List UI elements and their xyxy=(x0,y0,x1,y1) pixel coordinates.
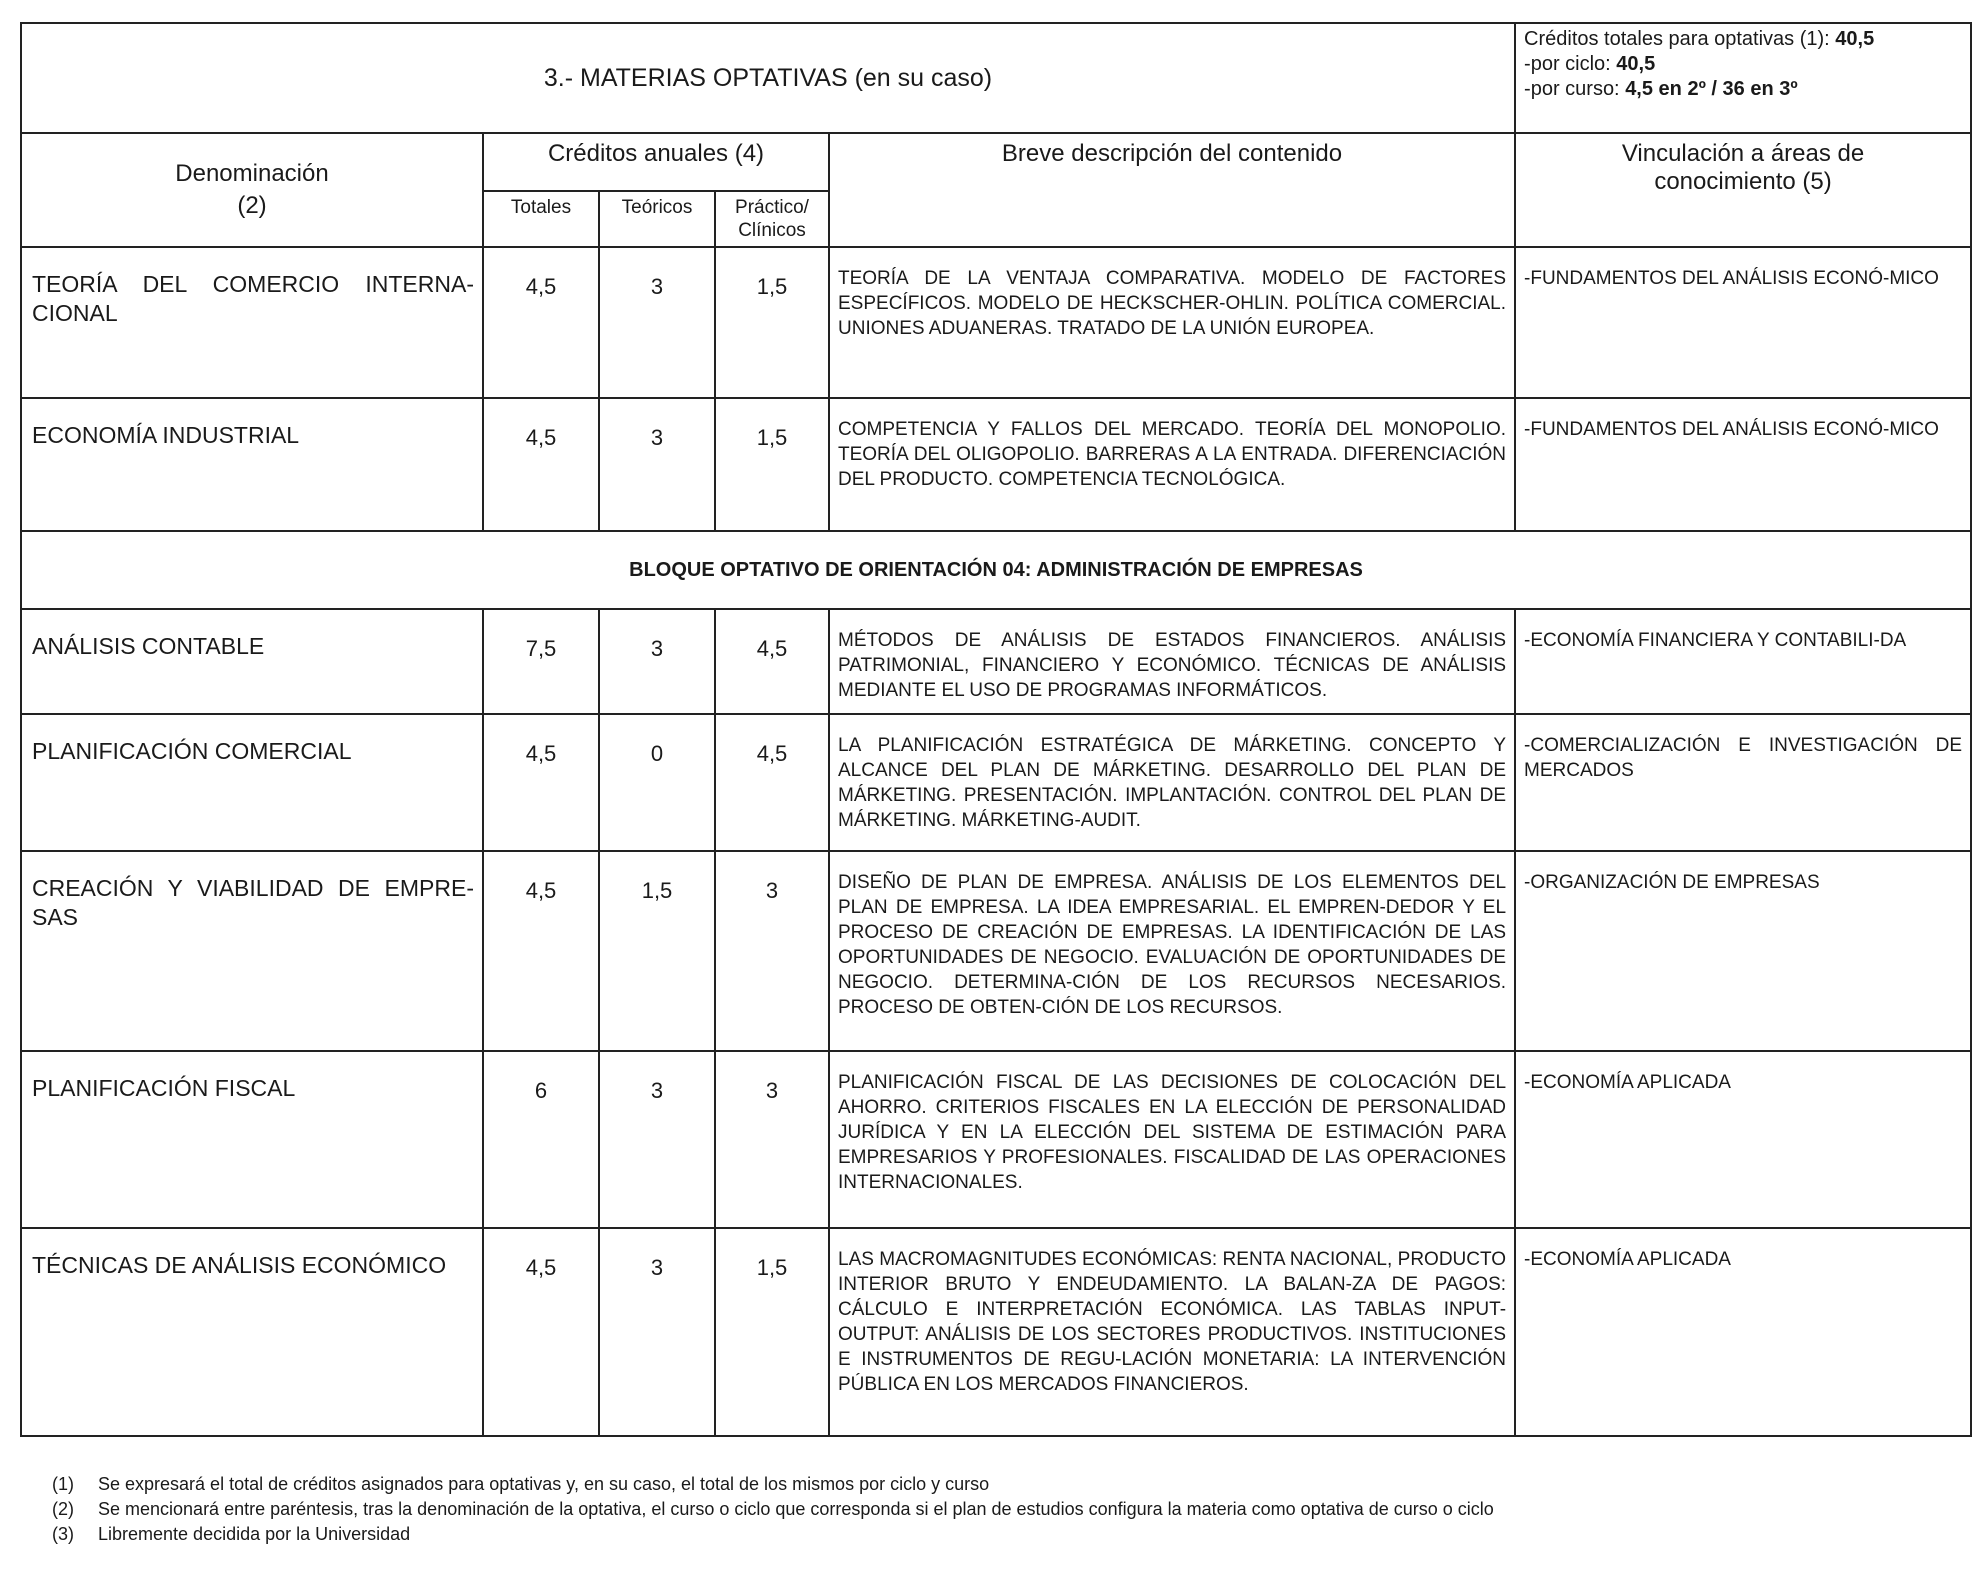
footnotes xyxy=(52,1472,1494,1547)
footnote-text: Se expresará el total de créditos asignados para optativas y, en su caso, el total de los mismos por ciclo y curso xyxy=(98,1474,990,1494)
vinculacion-label-1: Vinculación a áreas de xyxy=(1621,140,1865,167)
creditos-teoricos: 0 xyxy=(599,714,715,851)
knowledge-area: -ECONOMÍA FINANCIERA Y CONTABILI-DA xyxy=(1515,609,1971,714)
totales-header: Totales xyxy=(483,191,599,247)
per-curso-value: 4,5 en 2º / 36 en 3º xyxy=(1625,78,1798,100)
creditos-teoricos: 3 xyxy=(599,609,715,714)
credits-totals xyxy=(1515,23,1971,133)
per-ciclo-value: 40,5 xyxy=(1616,53,1656,75)
knowledge-area: -ORGANIZACIÓN DE EMPRESAS xyxy=(1515,851,1971,1051)
asignatura-name: ANÁLISIS CONTABLE xyxy=(21,609,483,714)
knowledge-area: -COMERCIALIZACIÓN E INVESTIGACIÓN DE MERCADOS xyxy=(1515,714,1971,851)
bloque-row xyxy=(21,531,1971,609)
content-description: PLANIFICACIÓN FISCAL DE LAS DECISIONES DE COLOCACIÓN DEL AHORRO. CRITERIOS FISCALES EN LA ELECCIÓN DE PERSONALIDAD JURÍDICA Y EN LA ELECCIÓN DEL SISTEMA DE ESTIMACIÓN PARA EMPRESARIOS Y PROFESIONALES. FISCALIDAD DE LAS OPERACIONES INTERNACIONALES. xyxy=(829,1051,1515,1228)
asignatura-name: TÉCNICAS DE ANÁLISIS ECONÓMICO xyxy=(21,1228,483,1436)
title-row xyxy=(21,23,1971,133)
creditos-practicos: 1,5 xyxy=(715,398,829,531)
practicos-label-1: Práctico/ xyxy=(735,197,809,218)
table-row xyxy=(21,1228,1971,1436)
rows-before-bloque xyxy=(21,247,1971,531)
rows-after-bloque xyxy=(21,609,1971,1436)
totals-label: Créditos totales para optativas (1): xyxy=(1524,28,1836,50)
teoricos-header: Teóricos xyxy=(599,191,715,247)
creditos-teoricos: 3 xyxy=(599,398,715,531)
creditos-practicos: 3 xyxy=(715,1051,829,1228)
creditos-practicos: 4,5 xyxy=(715,609,829,714)
footnote xyxy=(52,1497,1494,1522)
footnote xyxy=(52,1472,1494,1497)
totals-value: 40,5 xyxy=(1835,28,1875,50)
asignatura-name: ECONOMÍA INDUSTRIAL xyxy=(21,398,483,531)
content-description: COMPETENCIA Y FALLOS DEL MERCADO. TEORÍA DEL MONOPOLIO. TEORÍA DEL OLIGOPOLIO. BARRERAS A LA ENTRADA. DIFERENCIACIÓN DEL PRODUCTO. COMPETENCIA TECNOLÓGICA. xyxy=(829,398,1515,531)
asignatura-name: PLANIFICACIÓN COMERCIAL xyxy=(21,714,483,851)
footnote-number: (3) xyxy=(52,1524,74,1544)
knowledge-area: -FUNDAMENTOS DEL ANÁLISIS ECONÓ-MICO xyxy=(1515,398,1971,531)
table-row xyxy=(21,398,1971,531)
footnote-number: (1) xyxy=(52,1474,74,1494)
creditos-header: Créditos anuales (4) xyxy=(483,133,829,191)
creditos-teoricos: 1,5 xyxy=(599,851,715,1051)
footnote xyxy=(52,1522,1494,1547)
creditos-practicos: 4,5 xyxy=(715,714,829,851)
vinculacion-label-2: conocimiento (5) xyxy=(1654,168,1832,195)
content-description: MÉTODOS DE ANÁLISIS DE ESTADOS FINANCIEROS. ANÁLISIS PATRIMONIAL, FINANCIERO Y ECONÓMICO. TÉCNICAS DE ANÁLISIS MEDIANTE EL USO DE PROGRAMAS INFORMÁTICOS. xyxy=(829,609,1515,714)
creditos-teoricos: 3 xyxy=(599,1228,715,1436)
descripcion-header: Breve descripción del contenido xyxy=(829,133,1515,247)
vinculacion-header xyxy=(1515,133,1971,247)
totals-line-1 xyxy=(1524,27,1962,52)
footnote-number: (2) xyxy=(52,1499,74,1519)
column-header-row xyxy=(21,133,1971,191)
footnote-text: Libremente decidida por la Universidad xyxy=(98,1524,411,1544)
denominacion-note: (2) xyxy=(237,192,267,219)
table-row xyxy=(21,1051,1971,1228)
creditos-practicos: 3 xyxy=(715,851,829,1051)
table-row xyxy=(21,851,1971,1051)
section-title: 3.- MATERIAS OPTATIVAS (en su caso) xyxy=(21,23,1515,133)
totals-line-3 xyxy=(1524,77,1962,102)
knowledge-area: -ECONOMÍA APLICADA xyxy=(1515,1051,1971,1228)
per-ciclo-label: -por ciclo: xyxy=(1524,53,1617,75)
content-description: LAS MACROMAGNITUDES ECONÓMICAS: RENTA NACIONAL, PRODUCTO INTERIOR BRUTO Y ENDEUDAMIENTO. LA BALAN-ZA DE PAGOS: CÁLCULO E INTERPRETACIÓN ECONÓMICA. LAS TABLAS INPUT-OUTPUT: ANÁLISIS DE LOS SECTORES PRODUCTIVOS. INSTITUCIONES E INSTRUMENTOS DE REGU-LACIÓN MONETARIA: LA INTERVENCIÓN PÚBLICA EN LOS MERCADOS FINANCIEROS. xyxy=(829,1228,1515,1436)
creditos-totales: 4,5 xyxy=(483,247,599,398)
bloque-heading: BLOQUE OPTATIVO DE ORIENTACIÓN 04: ADMINISTRACIÓN DE EMPRESAS xyxy=(21,531,1971,609)
creditos-totales: 4,5 xyxy=(483,714,599,851)
totals-line-2 xyxy=(1524,52,1962,77)
creditos-teoricos: 3 xyxy=(599,247,715,398)
table-row xyxy=(21,609,1971,714)
creditos-practicos: 1,5 xyxy=(715,1228,829,1436)
asignatura-name: TEORÍA DEL COMERCIO INTERNA-CIONAL xyxy=(21,247,483,398)
practicos-label-2: Clínicos xyxy=(738,220,806,241)
asignatura-name: PLANIFICACIÓN FISCAL xyxy=(21,1051,483,1228)
asignatura-name: CREACIÓN Y VIABILIDAD DE EMPRE-SAS xyxy=(21,851,483,1051)
content-description: LA PLANIFICACIÓN ESTRATÉGICA DE MÁRKETING. CONCEPTO Y ALCANCE DEL PLAN DE MÁRKETING. DESARROLLO DEL PLAN DE MÁRKETING. PRESENTACIÓN. IMPLANTACIÓN. CONTROL DEL PLAN DE MÁRKETING. MÁRKETING-AUDIT. xyxy=(829,714,1515,851)
table-row xyxy=(21,247,1971,398)
knowledge-area: -ECONOMÍA APLICADA xyxy=(1515,1228,1971,1436)
content-description: TEORÍA DE LA VENTAJA COMPARATIVA. MODELO DE FACTORES ESPECÍFICOS. MODELO DE HECKSCHER-OHLIN. POLÍTICA COMERCIAL. UNIONES ADUANERAS. TRATADO DE LA UNIÓN EUROPEA. xyxy=(829,247,1515,398)
per-curso-label: -por curso: xyxy=(1524,78,1626,100)
footnote-text: Se mencionará entre paréntesis, tras la denominación de la optativa, el curso o ciclo que corresponda si el plan de estudios configura la materia como optativa de curso o ciclo xyxy=(98,1499,1494,1519)
table-row xyxy=(21,714,1971,851)
creditos-totales: 4,5 xyxy=(483,1228,599,1436)
content-description: DISEÑO DE PLAN DE EMPRESA. ANÁLISIS DE LOS ELEMENTOS DEL PLAN DE EMPRESA. LA IDEA EMPRESARIAL. EL EMPREN-DEDOR Y EL PROCESO DE CREACIÓN DE EMPRESAS. LA IDENTIFICACIÓN DE LAS OPORTUNIDADES DE NEGOCIO. EVALUACIÓN DE OPORTUNIDADES DE NEGOCIO. DETERMINA-CIÓN DE LOS RECURSOS NECESARIOS. PROCESO DE OBTEN-CIÓN DE LOS RECURSOS. xyxy=(829,851,1515,1051)
creditos-totales: 4,5 xyxy=(483,398,599,531)
creditos-totales: 6 xyxy=(483,1051,599,1228)
materias-optativas-table xyxy=(20,22,1972,1437)
denominacion-label: Denominación xyxy=(175,160,329,187)
knowledge-area: -FUNDAMENTOS DEL ANÁLISIS ECONÓ-MICO xyxy=(1515,247,1971,398)
creditos-totales: 7,5 xyxy=(483,609,599,714)
creditos-teoricos: 3 xyxy=(599,1051,715,1228)
practicos-header xyxy=(715,191,829,247)
denominacion-header xyxy=(21,133,483,247)
creditos-totales: 4,5 xyxy=(483,851,599,1051)
creditos-practicos: 1,5 xyxy=(715,247,829,398)
